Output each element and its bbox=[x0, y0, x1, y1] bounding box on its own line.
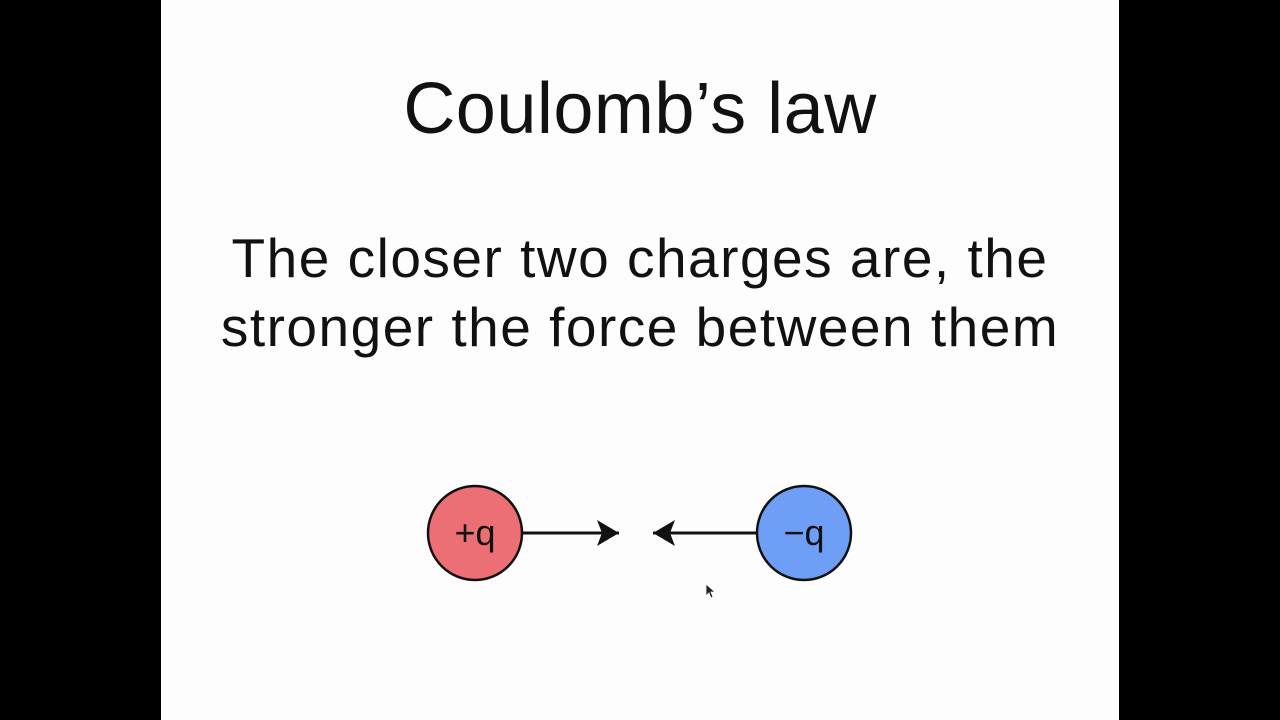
positive-charge-label: +q bbox=[454, 512, 496, 553]
positive-charge bbox=[428, 486, 522, 580]
negative-charge bbox=[757, 486, 851, 580]
slide bbox=[161, 0, 1119, 720]
charge-diagram bbox=[161, 0, 1119, 720]
statement-line-2: stronger the force between them bbox=[220, 296, 1060, 358]
negative-charge-label: −q bbox=[783, 512, 825, 553]
statement-line-1: The closer two charges are, the bbox=[231, 227, 1049, 289]
mouse-cursor-icon bbox=[705, 583, 717, 601]
slide-title: Coulomb’s law bbox=[403, 69, 877, 149]
